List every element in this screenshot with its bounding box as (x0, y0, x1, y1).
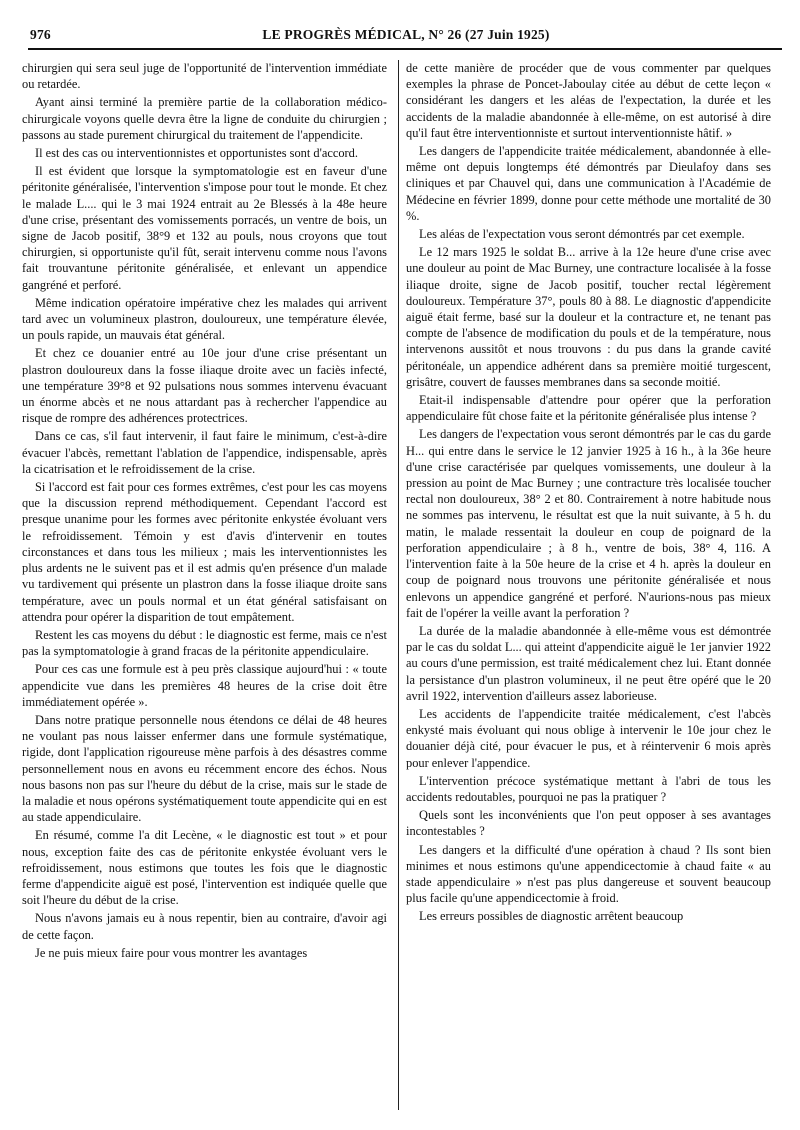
paragraph: de cette manière de procéder que de vous commenter par quelques exemples la phrase de Poncet-Jaboulay citée au début de cette leçon « considérant les dangers et les aléas de l'expectation, la durée et les accidents de la maladie abandonnée à elle-même, on est autorisé à dire qu'il faut être interventionniste et surtout interventionniste hâtif. » (406, 61, 771, 140)
paragraph: Les dangers de l'appendicite traitée médicalement, abandonnée à elle-même ont depuis longtemps été démontrés par Dieulafoy dans ses cliniques et par Chauvel qui, dans une communication à l'Académie de Médecine en février 1899, donne pour cette méthode une mortalité de 30 %. (406, 144, 771, 223)
paragraph: Ayant ainsi terminé la première partie de la collaboration médico-chirurgicale voyons quelle devra être la ligne de conduite du chirurgien ; passons au stade purement chirurgical du traitement de l'appendicite. (22, 95, 387, 142)
paragraph: Pour ces cas une formule est à peu près classique aujourd'hui : « toute appendicite vue dans les premières 48 heures de la crise doit être immédiatement opérée ». (22, 662, 387, 709)
column-divider (398, 60, 399, 1110)
paragraph: Il est des cas ou interventionnistes et opportunistes sont d'accord. (35, 146, 358, 161)
paragraph: La durée de la maladie abandonnée à elle-même vous est démontrée par le cas du soldat L... qui atteint d'appendicite aiguë le 1er janvier 1922 au cours d'une permission, est traité médicalement chez lui. Etant donnée la persistance d'un plastron volumineux, il ne peut être opéré que le 20 avril 1922, intervention d'ailleurs assez laborieuse. (406, 623, 771, 703)
paragraph: Les dangers et la difficulté d'une opération à chaud ? Ils sont bien minimes et nous estimons qu'une appendicectomie à chaud faite « au stade appendiculaire » n'est pas plus dangereuse et souvent beaucoup plus facile qu'une appendicectomie à froid. (406, 842, 771, 906)
paragraph: Si l'accord est fait pour ces formes extrêmes, c'est pour les cas moyens que la discussion reprend méthodiquement. Cependant l'accord est presque unanime pour les formes avec péritonite enkystée évoluant vers le refroidissement. Témoin y est d'avis d'intervenir en toutes circonstances et dans tous les milieux ; mais les interventionnistes les plus ardents ne le suivent pas et il est admis qu'en présence d'un malade vu tardivement qui présente un plastron dans la fosse iliaque droite sans température, avec un pouls normal et un état général satisfaisant on attendra pour opérer la disparition de tout empâtement. (22, 480, 387, 624)
paragraph: En résumé, comme l'a dit Lecène, « le diagnostic est tout » et pour nous, exception faite des cas de péritonite enkystée évoluant vers le refroidissement, nous estimons que toutes les fois que le diagnostic ferme d'appendicite aiguë est posé, l'intervention est indiquée quelle que soit l'heure du début de la crise. (22, 828, 387, 908)
running-header (30, 27, 782, 47)
paragraph: Quels sont les inconvénients que l'on peut opposer à ses avantages incontestables ? (406, 808, 771, 839)
header-rule (28, 48, 782, 50)
paragraph: L'intervention précoce systématique mettant à l'abri de tous les accidents redoutables, pourquoi ne pas la pratiquer ? (406, 773, 771, 804)
paragraph: Et chez ce douanier entré au 10e jour d'une crise présentant un plastron douloureux dans la fosse iliaque droite avec un faciès infecté, une température 39°8 et 92 pulsations nous sommes intervenu évacuant un énorme abcès et ne nous attardant pas à rechercher l'appendice au risque de rompre des adhérences protectrices. (22, 346, 387, 426)
paragraph: Les erreurs possibles de diagnostic arrêtent beaucoup (419, 909, 684, 924)
paragraph: Etait-il indispensable d'attendre pour opérer que la perforation appendiculaire fût chose faite et la péritonite généralisée plus intense ? (406, 393, 771, 424)
paragraph: Restent les cas moyens du début : le diagnostic est ferme, mais ce n'est pas la symptomatologie à grand fracas de la péritonite appendiculaire. (22, 627, 387, 659)
paragraph: Les accidents de l'appendicite traitée médicalement, c'est l'abcès enkysté mais évoluant qui nous oblige à intervenir le 10e jour chez le douanier déjà cité, pour évacuer le pus, et à réintervenir 6 mois après pour enlever l'appendice. (406, 706, 771, 770)
paragraph: Même indication opératoire impérative chez les malades qui arrivent tard avec un volumineux plastron, douloureux, une température élevée, un pouls rapide, un mauvais état général. (22, 295, 387, 343)
paragraph: Les dangers de l'expectation vous seront démontrés par le cas du garde H... qui entre dans le service le 12 janvier 1925 à 16 h., à la 36e heure d'une crise caractérisée par quelques vomissements, une douleur à la pression au point de Mac Burney ; une contracture très localisée toucher rectal non douloureux, 38° 2 et 80. Contrairement à notre habitude nous ne sommes pas intervenu, le résultat est que la nuit suivante, à 5 h. du matin, le malade ressentait la douleur en coup de poignard de la perforation appendiculaire ; à 8 h., ventre de bois, 38° 4, 116. A l'intervention faite à la 50e heure de la crise et 4 h. après la douleur en coup de poignard nous trouvons une péritonite généralisée et nous enlevons un appendice gangréné et perforé. N'aurions-nous pas mieux fait de l'opérer la veille avant la perforation ? (406, 427, 771, 620)
paragraph: Il est évident que lorsque la symptomatologie est en faveur d'une péritonite généralisée, l'intervention s'impose pour tout le monde. Et chez le malade L.... qui le 3 mai 1924 entrait au 2e Blessés à la 48e heure d'une crise, présentant des vomissements porracés, un ventre de bois, un signe de Jacob positif, 38°9 et 132 au pouls, nous croyons que tout chirurgien, si opportuniste qu'il fût, serait intervenu comme nous l'avons fait trouvantune péritonite généralisée, et enlevant un appendice gangréné et perforé. (22, 164, 387, 292)
paragraph: chirurgien qui sera seul juge de l'opportunité de l'intervention immédiate ou retardée. (22, 61, 387, 92)
paragraph: Dans ce cas, s'il faut intervenir, il faut faire le minimum, c'est-à-dire évacuer l'abcès, remettant l'ablation de l'appendice, indispensable, après la cicatrisation et le refroidissement de la crise. (22, 429, 387, 476)
journal-title: LE PROGRÈS MÉDICAL, N° 26 (27 Juin 1925) (262, 27, 550, 42)
right-column (406, 60, 771, 1110)
paragraph: Les aléas de l'expectation vous seront démontrés par cet exemple. (419, 227, 745, 242)
left-column (22, 60, 387, 1110)
paragraph: Je ne puis mieux faire pour vous montrer les avantages (35, 945, 308, 960)
paragraph: Nous n'avons jamais eu à nous repentir, bien au contraire, d'avoir agi de cette façon. (22, 911, 387, 942)
page-number: 976 (30, 27, 51, 42)
paragraph: Le 12 mars 1925 le soldat B... arrive à la 12e heure d'une crise avec une douleur au point de Mac Burney, une contracture localisée à la fosse iliaque droite, signe de Jacob positif, toucher rectal légèrement douloureux. Température 37°, pouls 80 à 88. Le diagnostic d'appendicite aiguë était ferme, basé sur la douleur et la contracture et, ne tenant pas compte de l'absence de modification du pouls et de la température, nous intervenons aussitôt et nous trouvons : du pus dans la grande cavité péritonéale, un appendice adhérent dans sa première moitié turgescent, grisâtre, couvert de fausses membranes dans sa seconde moitié. (406, 245, 771, 389)
paragraph: Dans notre pratique personnelle nous étendons ce délai de 48 heures ne voulant pas nous laisser enfermer dans une formule systématique, rigide, dont l'application rigoureuse mène parfois à des désastres comme personnellement nous en avons eu récemment encore des échos. Nous nous basons non pas sur l'heure du début de la crise, mais sur le stade de la maladie et nous opérons systématiquement toute appendicite qui en est au stade appendiculaire. (22, 712, 387, 825)
